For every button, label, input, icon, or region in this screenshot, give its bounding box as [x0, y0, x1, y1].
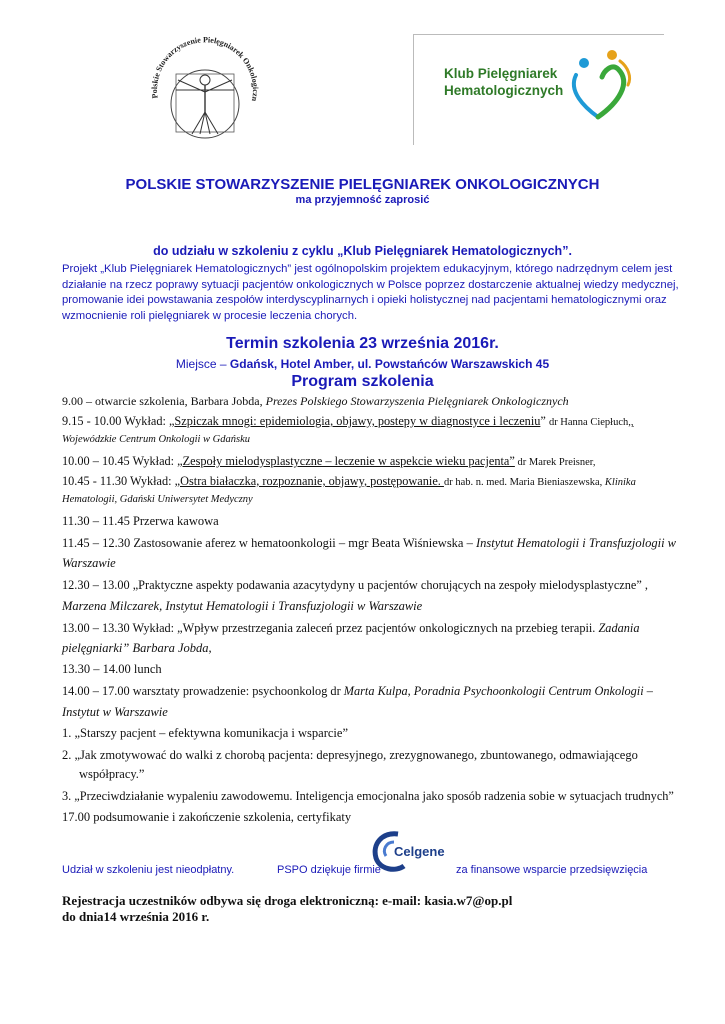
registration-line: Rejestracja uczestników odbywa się droga elektroniczną: e-mail: kasia.w7@op.pl [62, 893, 513, 908]
program-line: pielęgniarki” Barbara Jobda, [62, 641, 212, 655]
program-heading: Program szkolenia [291, 373, 434, 390]
club-logo-line1: Klub Pielęgniarek [444, 66, 558, 81]
program-text: 10.00 – 10.45 Wykład: [62, 454, 178, 468]
description-line: Projekt „Klub Pielęgniarek Hematologicznych” jest ogólnopolskim projektem edukacyjnym, którego nadrzędnym celem jest [62, 263, 673, 275]
speaker-name: dr hab. n. med. Maria Bieniaszewska, [443, 477, 603, 488]
lecture-title: „Ostra białaczka, rozpoznanie, objawy, postępowanie. [174, 474, 444, 488]
description-line: działanie na rzecz poprawy sytuacji pacjentów onkologicznych w Polsce poprzez dostarczenie aktualnej wiedzy medycznej, [62, 278, 679, 291]
place-label: Miejsce – [175, 357, 230, 371]
program-line: Wojewódzkie Centrum Onkologii w Gdańsku [62, 434, 251, 445]
program-text: Prezes Polskiego Stowarzyszenia Pielęgniarek Onkologicznych [265, 394, 569, 408]
program-line: 12.30 – 13.00 „Praktyczne aspekty podawania azacytydyny u pacjentów chorujących na zespoły mielodysplastyczne” , [62, 578, 648, 592]
place-value: Gdańsk, Hotel Amber, ul. Powstańców Warszawskich 45 [229, 357, 550, 371]
program-text: , [630, 417, 634, 428]
program-line [62, 474, 636, 489]
program-line: Instytut w Warszawie [62, 705, 168, 719]
workshop-item: 1. „Starszy pacjent – efektywna komunikacja i wsparcie” [62, 726, 348, 740]
heart-people-icon [562, 43, 642, 123]
program-line [62, 536, 676, 551]
program-text: Instytut Hematologii i Transfuzjologii w [475, 536, 677, 550]
workshop-item: współpracy.” [79, 767, 145, 781]
pspo-logo [140, 30, 270, 160]
program-line [62, 684, 653, 699]
program-text: 11.45 – 12.30 Zastosowanie aferez w hematoonkologii – mgr Beata Wiśniewska – [62, 536, 476, 550]
program-text: ” [540, 414, 549, 428]
program-text: 9.00 – otwarcie szkolenia, Barbara Jobda, [62, 394, 266, 408]
program-line [62, 621, 639, 636]
program-text: 13.00 – 13.30 Wykład: „Wpływ przestrzegania zaleceń przez pacjentów onkologicznych na przebieg terapii. [62, 621, 599, 635]
page-title: POLSKIE STOWARZYSZENIE PIELĘGNIAREK ONKOLOGICZNYCH [125, 176, 600, 193]
project-description [62, 262, 682, 324]
workshop-item: 2. „Jak zmotywować do walki z chorobą pacjenta: depresyjnego, zrezygnowanego, zbuntowanego, odmawiającego [62, 748, 638, 762]
description-line: promowanie idei powstawania zespołów interdyscyplinarnych i opieki holistycznej nad pacjentami hematologicznymi oraz [62, 294, 667, 306]
invitation-text: do udziału w szkoleniu z cyklu „Klub Pielęgniarek Hematologicznych”. [153, 244, 572, 258]
program-line [62, 414, 634, 429]
celgene-logo [368, 828, 458, 874]
free-participation: Udział w szkoleniu jest nieodpłatny. [62, 864, 235, 876]
pspo-logo-text: Polskie Stowarzyszenie Pielęgniarek Onkologiczn [149, 35, 261, 102]
celgene-logo-text: Celgene [394, 844, 445, 859]
program-text: 9.15 - 10.00 Wykład: „ [62, 414, 175, 428]
program-line [62, 454, 596, 469]
speaker-name: dr Marek Preisner, [514, 457, 596, 468]
speaker-name: dr Hanna Ciepłuch, [548, 417, 631, 428]
program-line [62, 394, 569, 409]
club-logo-box [413, 34, 664, 145]
workshop-item: 3. „Przeciwdziałanie wypaleniu zawodowemu. Inteligencja emocjonalna jako sposób radzenia sobie w sytuacjach trudnych” [62, 789, 674, 803]
description-line: wzmocnienie roli pielęgniarek w procesie leczenia chorych. [62, 309, 358, 322]
program-line: Hematologii, Gdański Uniwersytet Medyczny [62, 494, 253, 505]
date-heading: Termin szkolenia 23 września 2016r. [226, 335, 499, 352]
lecture-title: „Zespoły mielodysplastyczne – leczenie w aspekcie wieku pacjenta” [177, 454, 515, 468]
program-text: Zadania [598, 621, 640, 635]
lecture-title: Szpiczak mnogi: epidemiologia, objawy, postepy w diagnostyce i leczeniu [174, 414, 541, 428]
program-line: Marzena Milczarek, Instytut Hematologii i Transfuzjologii w Warszawie [62, 599, 423, 613]
program-line: Warszawie [62, 556, 116, 570]
program-text: 10.45 - 11.30 Wykład: [62, 474, 175, 488]
thanks-text: PSPO dziękuje firmie [277, 864, 381, 876]
place-line [0, 357, 725, 371]
program-text: Marta Kulpa, Poradnia Psychoonkologii Centrum Onkologii – [343, 684, 653, 698]
program-line: 11.30 – 11.45 Przerwa kawowa [62, 514, 219, 528]
support-text: za finansowe wsparcie przedsięwzięcia [456, 864, 648, 876]
program-text: Klinika [602, 477, 636, 488]
program-text: 14.00 – 17.00 warsztaty prowadzenie: psychoonkolog dr [62, 684, 344, 698]
program-line: 13.30 – 14.00 lunch [62, 662, 162, 676]
program-line: 17.00 podsumowanie i zakończenie szkolenia, certyfikaty [62, 810, 352, 824]
club-logo-line2: Hematologicznych [444, 83, 564, 98]
page-subtitle: ma przyjemność zaprosić [295, 194, 430, 206]
registration-deadline: do dnia14 września 2016 r. [62, 909, 210, 924]
